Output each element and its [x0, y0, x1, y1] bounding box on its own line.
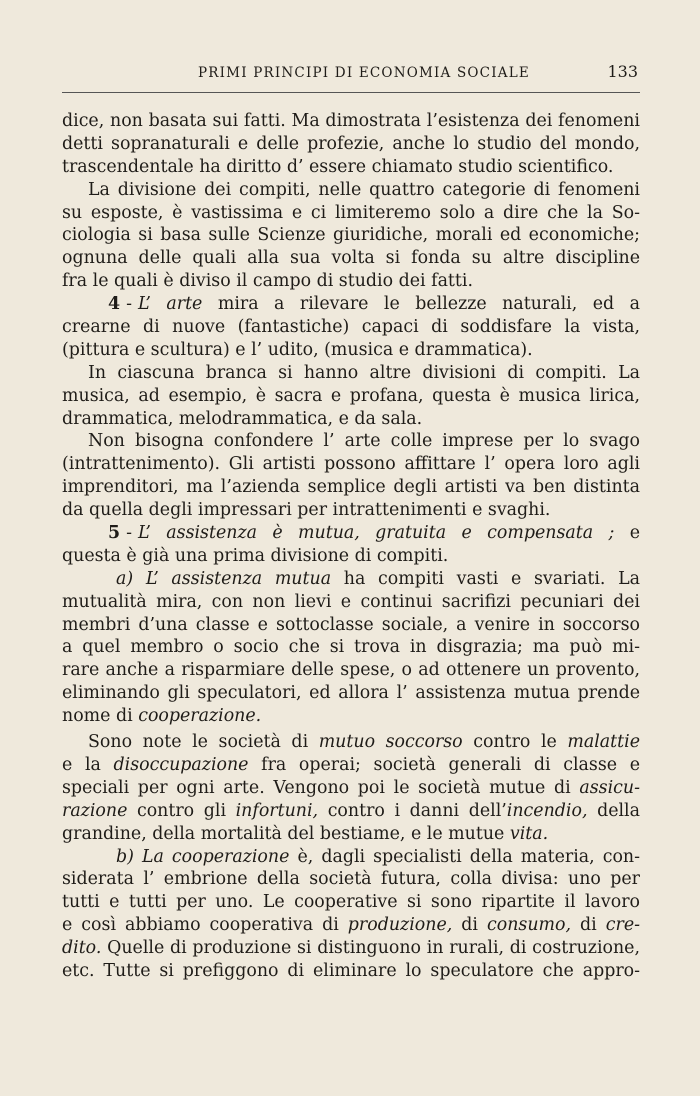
running-title: PRIMI PRINCIPI DI ECONOMIA SOCIALE — [198, 65, 530, 81]
text-line: (intrattenimento). Gli artisti possono affittare l’ opera loro agli — [62, 454, 640, 475]
text-line: Sono note le società di mutuo soccorso contro le malattie — [88, 732, 640, 753]
subsection-title: a) L’ assistenza mutua — [116, 568, 332, 589]
section-heading-line: 5 - L’ assistenza è mutua, gratuita e compensata ; e — [108, 523, 640, 544]
text-line: dito. Quelle di produzione si distinguono in rurali, di costruzione, — [62, 938, 640, 959]
text-line: e così abbiamo cooperativa di produzione, di consumo, di cre- — [62, 915, 640, 936]
text-line: tutti e tutti per uno. Le cooperative si sono ripartite il lavoro — [62, 892, 640, 913]
text-line: su esposte, è vastissima e ci limiteremo solo a dire che la So- — [62, 202, 640, 223]
text-line: Non bisogna confondere l’ arte colle imprese per lo svago — [88, 431, 640, 452]
text-line: detti sopranaturali e delle profezie, anche lo studio del mondo, — [62, 133, 640, 154]
text-line: In ciascuna branca si hanno altre divisioni di compiti. La — [88, 362, 640, 383]
section-number: 4 — [108, 294, 121, 315]
text-line: razione contro gli infortuni, contro i danni dell’incendio, della — [62, 800, 640, 821]
section-heading-line: 4 - L’ arte mira a rilevare le bellezze naturali, ed a — [108, 294, 640, 315]
text-line: rare anche a risparmiare delle spese, o ad ottenere un provento, — [62, 660, 640, 681]
section-title: L’ assistenza è mutua, gratuita e compensata ; — [138, 523, 615, 544]
text-line: e la disoccupazione fra operai; società generali di classe e — [62, 754, 640, 775]
text-line: fra le quali è diviso il campo di studio dei fatti. — [62, 271, 473, 292]
text-line: siderata l’ embrione della società futura, colla divisa: uno per — [62, 869, 640, 890]
text-line: La divisione dei compiti, nelle quattro categorie di fenomeni — [88, 179, 640, 200]
text-line: eliminando gli speculatori, ed allora l’ assistenza mutua prende — [62, 683, 640, 704]
text-line: questa è già una prima divisione di compiti. — [62, 545, 449, 566]
text-line: musica, ad esempio, è sacra e profana, questa è musica lirica, — [62, 385, 640, 406]
text-line: trascendentale ha diritto d’ essere chiamato studio scientifico. — [62, 156, 614, 177]
text-line: ciologia si basa sulle Scienze giuridiche, morali ed economiche; — [62, 225, 640, 246]
text-line: dice, non basata sui fatti. Ma dimostrata l’esistenza dei fenomeni — [62, 111, 640, 131]
text-line: etc. Tutte si prefiggono di eliminare lo speculatore che appro- — [62, 960, 640, 981]
text-line: crearne di nuove (fantastiche) capaci di soddisfare la vista, — [62, 317, 640, 338]
section-number: 5 — [108, 523, 121, 544]
subsection-line: b) La cooperazione è, dagli specialisti della materia, con- — [116, 846, 640, 867]
text-line: imprenditori, ma l’azienda semplice degli artisti va ben distinta — [62, 477, 640, 498]
subsection-title: b) La cooperazione — [116, 846, 290, 867]
text-line: nome di cooperazione. — [62, 706, 262, 727]
page-number: 133 — [607, 62, 638, 81]
text-line: a quel membro o socio che si trova in disgrazia; ma può mi- — [62, 637, 640, 658]
text-line: grandine, della mortalità del bestiame, e le mutue vita. — [62, 823, 549, 844]
text-line: membri d’una classe e sottoclasse sociale, a venire in soccorso — [62, 614, 640, 635]
section-title: L’ arte — [138, 294, 203, 315]
text-line: ognuna delle quali alla sua volta si fonda su altre discipline — [62, 248, 640, 269]
subsection-line: a) L’ assistenza mutua ha compiti vasti e svariati. La — [116, 568, 640, 589]
text-line: speciali per ogni arte. Vengono poi le società mutue di assicu- — [62, 777, 640, 798]
text-line: mutualità mira, con non lievi e continui sacrifizi pecuniari dei — [62, 591, 640, 612]
text-line: (pittura e scultura) e l’ udito, (musica e drammatica). — [62, 339, 533, 360]
body-text — [62, 110, 640, 983]
text-line: da quella degli impressari per intrattenimenti e svaghi. — [62, 500, 551, 521]
page-header — [62, 62, 640, 93]
text-line: drammatica, melodrammatica, e da sala. — [62, 408, 423, 429]
